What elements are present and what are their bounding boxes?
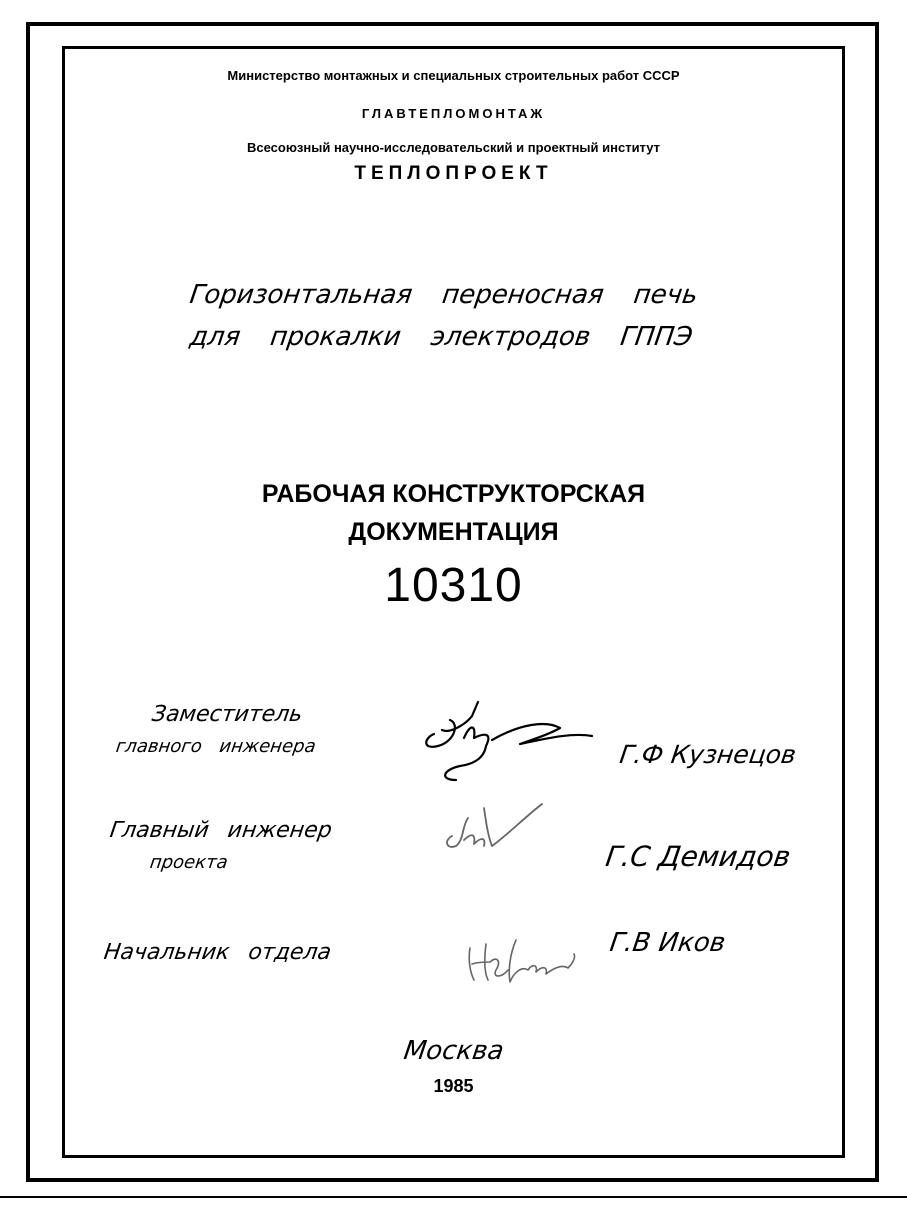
title-line-2: для прокалки электродов ГППЭ xyxy=(187,322,695,352)
institute-name: ТЕПЛОПРОЕКТ xyxy=(354,163,553,184)
city: Москва xyxy=(401,1036,506,1066)
signatory-2-role-line-2: проекта xyxy=(148,852,230,873)
institute-description: Всесоюзный научно-исследовательский и проектный институт xyxy=(246,140,661,155)
signatory-1-name: Г.Ф Кузнецов xyxy=(617,740,798,769)
signatory-1-role-line-2: главного инженера xyxy=(114,736,318,757)
signatory-2-name: Г.С Демидов xyxy=(603,840,793,873)
ministry-name: Министерство монтажных и специальных строительных работ СССР xyxy=(227,68,680,83)
bottom-rule xyxy=(0,1196,907,1198)
document-type-line-2: ДОКУМЕНТАЦИЯ xyxy=(348,518,559,546)
signatory-3-name: Г.В Иков xyxy=(607,928,728,958)
document-number: 10310 xyxy=(384,559,523,612)
year: 1985 xyxy=(433,1076,474,1096)
signatory-1-role-line-1: Заместитель xyxy=(150,702,305,727)
signature-demidov-icon xyxy=(434,796,554,866)
signatory-3-role: Начальник отдела xyxy=(102,940,333,965)
title-line-1: Горизонтальная переносная печь xyxy=(187,280,700,310)
document-type-line-1: РАБОЧАЯ КОНСТРУКТОРСКАЯ xyxy=(261,480,646,508)
signatory-2-role-line-1: Главный инженер xyxy=(108,818,334,843)
signature-kuznetsov-icon xyxy=(420,694,600,784)
signature-ikov-icon xyxy=(462,920,592,990)
department-name: ГЛАВТЕПЛОМОНТАЖ xyxy=(361,106,546,121)
